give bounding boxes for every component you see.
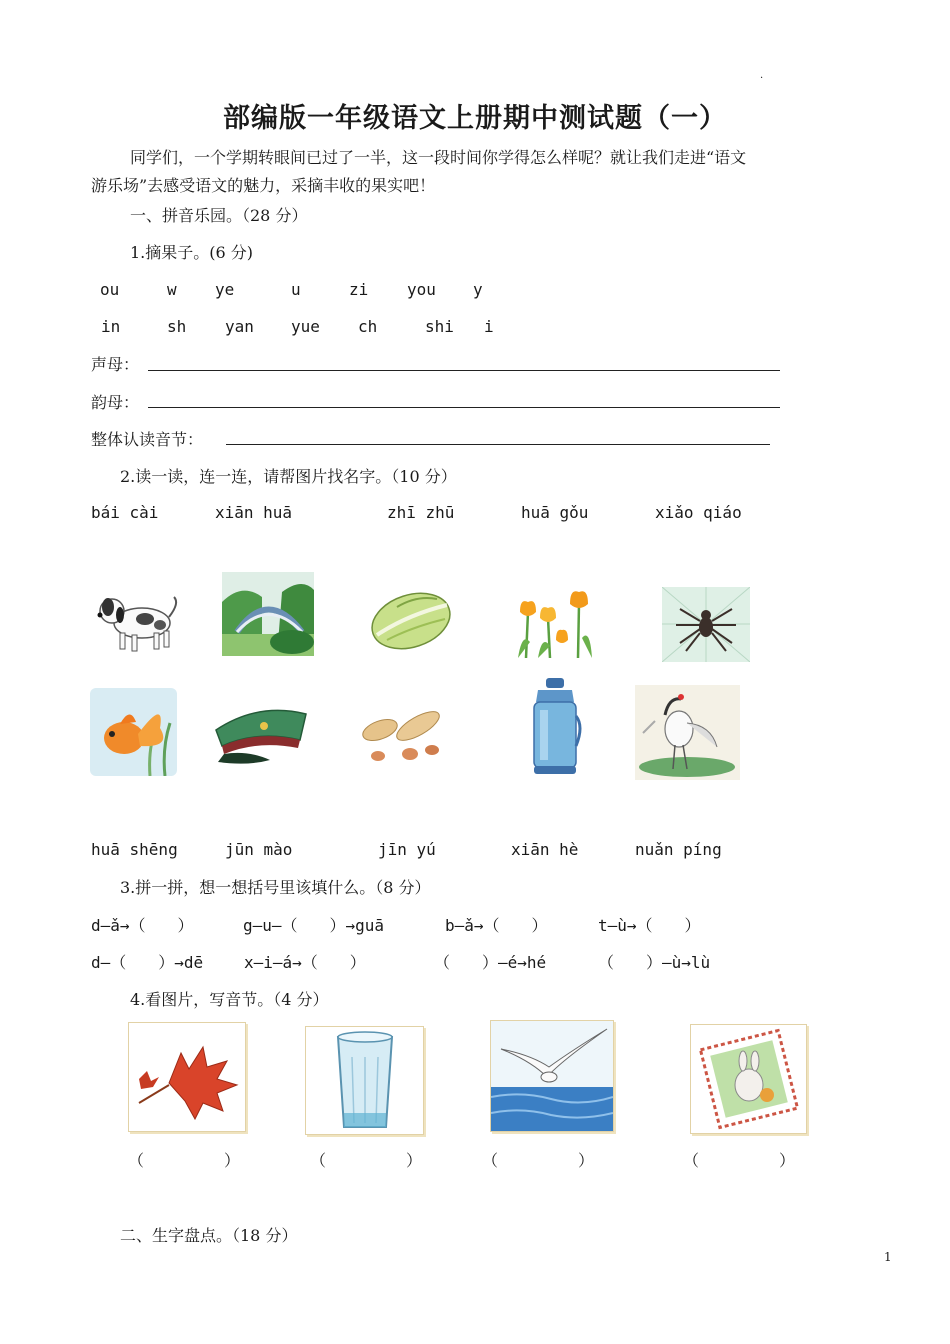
syllable: i [484,317,494,336]
spelling-item[interactable]: （ ）—é→hé [434,953,547,972]
dog-picture [90,575,185,660]
syllable: in [101,317,121,336]
word-nuan-ping: nuǎn píng [635,840,722,859]
spelling-item[interactable]: （ ）—ù→lù [598,953,711,972]
answer-bracket[interactable]: （ ） [482,1151,595,1170]
header-dot: . [760,70,764,81]
thermos-picture [526,676,584,776]
finals-answer-line[interactable] [148,407,780,408]
syllable: ch [358,317,378,336]
goldfish-picture [90,688,177,776]
maple-leaf-picture [128,1022,246,1132]
syllable: y [473,280,483,299]
syllable: you [407,280,436,299]
word-zhi-zhu: zhī zhū [387,503,455,522]
word-hua-sheng: huā shēng [91,840,178,859]
intro-line-2: 游乐场”去感受语文的魅力，采摘丰收的果实吧！ [91,176,436,195]
finals-label: 韵母： [91,393,140,412]
syllable: shi [425,317,454,336]
syllable: u [291,280,301,299]
syllable: yan [225,317,254,336]
syllable: sh [167,317,187,336]
cabbage-picture [367,585,455,655]
q2-heading: 2.读一读，连一连，请帮图片找名字。（10 分） [120,467,457,486]
glass-cup-picture [305,1026,424,1135]
answer-bracket[interactable]: （ ） [310,1151,423,1170]
seagull-picture [490,1020,614,1132]
spelling-item[interactable]: t—ù→（ ） [598,916,701,935]
word-jin-yu: jīn yú [378,840,436,859]
syllable: yue [291,317,320,336]
tulips-picture [512,582,600,658]
syllable: ye [215,280,235,299]
q3-heading: 3.拼一拼，想一想括号里该填什么。（8 分） [120,878,431,897]
spelling-item[interactable]: d—（ ）→dē [91,953,204,972]
word-xiao-qiao: xiǎo qiáo [655,503,742,522]
page-number: 1 [884,1250,892,1264]
syllable: w [167,280,177,299]
spider-picture [662,587,750,662]
answer-bracket[interactable]: （ ） [128,1151,241,1170]
answer-bracket[interactable]: （ ） [683,1151,796,1170]
syllable: zi [349,280,369,299]
spelling-item[interactable]: b—ǎ→（ ） [445,916,548,935]
initials-label: 声母： [91,355,140,374]
word-bai-cai: bái cài [91,503,159,522]
word-jun-mao: jūn mào [225,840,293,859]
word-hua-gou: huā gǒu [521,503,589,522]
whole-syllable-answer-line[interactable] [226,444,770,445]
peanuts-picture [356,700,446,768]
initials-answer-line[interactable] [148,370,780,371]
word-xian-he: xiān hè [511,840,579,859]
page-title: 部编版一年级语文上册期中测试题（一） [223,103,727,134]
intro-line-1: 同学们，一个学期转眼间已过了一半，这一段时间你学得怎么样呢？就让我们走进“语文 [130,148,747,167]
section1-heading: 一、拼音乐园。（28 分） [130,206,308,225]
section2-heading: 二、生字盘点。（18 分） [120,1226,298,1245]
crane-picture [635,685,740,780]
stamp-picture [690,1024,807,1134]
q4-heading: 4.看图片，写音节。（4 分） [130,990,329,1009]
word-xian-hua: xiān huā [215,503,293,522]
q1-heading: 1.摘果子。(6 分) [130,243,254,262]
spelling-item[interactable]: d—ǎ→（ ） [91,916,194,935]
whole-syllable-label: 整体认读音节： [91,430,204,449]
cap-picture [208,700,310,768]
spelling-item[interactable]: g—u—（ ）→guā [243,916,385,935]
syllable: ou [100,280,120,299]
spelling-item[interactable]: x—i—á→（ ） [244,953,366,972]
bridge-picture [222,572,314,656]
